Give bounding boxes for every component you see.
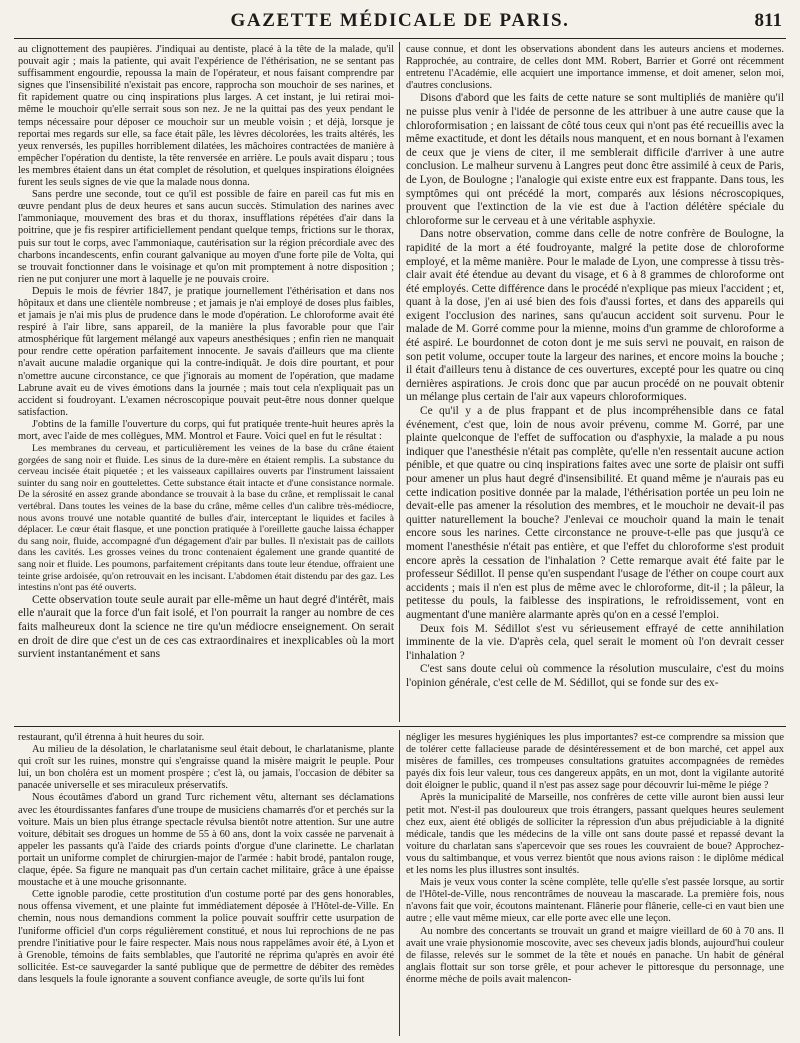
column-separator-lower <box>399 730 400 1036</box>
paragraph: C'est sans doute celui où commence la résolution musculaire, c'est du moins l'opinion générale, c'est celle de M. Sédillot, qui se fonde sur des ex- <box>406 663 784 689</box>
paragraph: négliger les mesures hygiéniques les plus importantes? est-ce comprendre sa mission que de tolérer cette fallacieuse parade de désintéressement et de bon marché, cet appel aux misères de familles, ces trompeuses consultations gratuites accompagnées de remèdes payés dix fois leur valeur, tous ces dangereux appâts, en un mot, dont la vigilante autorité doit éloigner le public, quand il n'est pas assez sage pour découvrir lui-même le piége ? <box>406 732 784 792</box>
article-column-right-upper <box>406 44 784 724</box>
paragraph: Depuis le mois de février 1847, je pratique journellement l'éthérisation et dans nos hôpitaux et dans une clientèle nombreuse ; et jamais je n'ai employé de doses plus faibles, et jamais je n'ai mis plus de prudence dans le mode d'opération. Le chloroforme avait été respiré à l'air libre, sans appareil, de la manière la plus favorable pour que l'air atmosphérique fût largement mélangé aux vapeurs anesthésiques ; enfin rien ne manquait pour rendre cette opération parfaitement innocente. Je savais d'ailleurs que ma cliente n'avait aucune maladie organique qui la contre-indiquât. Je dois dire pourtant, et pour n'omettre aucune circonstance, ce que j'ignorais au moment de l'opération, que madame Labrune avait eu de vives émotions dans la journée ; mais tout cela n'expliquait pas un accident si foudroyant. L'examen nécroscopique pouvait peut-être nous donner quelque satisfaction. <box>18 285 394 418</box>
paragraph: J'obtins de la famille l'ouverture du corps, qui fut pratiquée trente-huit heures après la mort, avec l'aide de mes collègues, MM. Montrol et Faure. Voici quel en fut le résultat : <box>18 418 394 442</box>
article-column-left-upper <box>18 44 394 724</box>
paragraph: Disons d'abord que les faits de cette nature se sont multipliés de manière qu'il ne puisse plus venir à l'idée de personne de les attribuer à une autre cause que la chloroformisation ; en laissant de côté tous ceux qui n'ont pas été recueillis avec la même exactitude, et dont les détails nous manquent, et en nous bornant à l'examen de ceux que je viens de citer, il me semblerait difficile d'arriver à une autre conclusion. Le malheur survenu à Langres peut donc être assimilé à ceux de Paris, de Lyon, de Boulogne ; l'analogie qui existe entre eux est frappante. Dans tous, les symptômes qui ont précédé la mort, comparés aux lésions nécroscopiques, prouvent que l'extinction de la vie est due à l'action délétère spéciale du chloroforme sur le cerveau et à une véritable asphyxie. <box>406 92 784 227</box>
paragraph: cause connue, et dont les observations abondent dans les auteurs anciens et modernes. Rapprochée, au contraire, de celles dont MM. Robert, Barrier et Gorré ont récemment entretenu l'Académie, elle acquiert une importance immense, et doit amener, selon moi, d'autres conclusions. <box>406 44 784 92</box>
paragraph: Nous écoutâmes d'abord un grand Turc richement vêtu, alternant ses déclamations avec les étourdissantes fanfares d'une troupe de musiciens chamarrés d'or et perchés sur la voiture. Mais un bien plus étrange spectacle révulsa bientôt notre attention. Sur une autre voiture, débitait ses drogues un homme de 55 à 60 ans, dont la voix cassée ne parvenait à appeler les passants qu'à l'aide des criards points d'orgue d'une clarinette. Le charlatan portait un uniforme complet de chirurgien-major de l'armée : habit brodé, pantalon rouge, claque, épée. Sa figure ne manquait pas d'un certain cachet militaire, grâce à une épaisse moustache et à une mouche grisonnante. <box>18 792 394 889</box>
paragraph: Cette ignoble parodie, cette prostitution d'un costume porté par des gens honorables, nous offensa vivement, et une plainte fut immédiatement déposée à l'Hôtel-de-Ville. En chemin, nous nous demandions comment la police pouvait souffrir cette usurpation de l'uniforme officiel d'un corps régulièrement constitué, et nous lui reprochions de ne pas prendre l'initiative pour le faire respecter. Mais nous nous rappelâmes avoir été, à Lyon et à Grenoble, témoins de faits semblables, que l'autorité ne réprima qu'après en avoir été sollicitée. Est-ce sauvegarder la santé publique que de permettre de débiter des remèdes dans lesquels la foule ignorante a souvent confiance aveugle, de sorte qu'ils lui font <box>18 889 394 985</box>
paragraph: au clignottement des paupières. J'indiquai au dentiste, placé à la tête de la malade, qu'il pouvait agir ; mais la patiente, qui avait l'expérience de l'éthérisation, ne se sentant pas suffisamment engourdie, repoussa la main de l'opérateur, et nous faisant comprendre par signes que l'insensibilité n'existait pas encore, rapprocha son mouchoir de ses narines, et fit rapidement quatre ou cinq inspirations plus larges. A cet instant, je lui retirai moi-même le mouchoir qu'elle serrait sous son nez. Je ne la quittai pas des yeux pendant le temps nécessaire pour déposer ce mouchoir sur un meuble voisin ; et déjà, lorsque je reportai mes regards sur elle, sa face était pâle, les lèvres décolorées, les traits altérés, les yeux renversés, les pupilles horriblement dilatées, les mâchoires contractées de manière à empêcher l'opération du dentiste, la tête renversée en arrière. Le pouls avait disparu ; tous les membres étaient dans un état complet de résolution, et quelques inspirations éloignées furent les seuls signes de vie que la malade nous donna. <box>18 44 394 189</box>
feuilleton-column-right <box>406 732 784 1037</box>
paragraph: Dans notre observation, comme dans celle de notre confrère de Boulogne, la rapidité de la mort a été foudroyante, malgré la petite dose de chloroforme employé, et la même manière. Pour le malade de Lyon, une compresse à tissu très-clair avait été étendue au devant du visage, et 6 à 8 grammes de chloroforme ont été employés. Cette différence dans le procédé n'explique pas mieux l'accident ; et, quant à la dose, j'en ai usé bien des fois d'aussi fortes, et dans des appareils qui exigent l'occlusion des narines, sans qu'aucun accident soit survenu. Pour le malade de M. Gorré comme pour la mienne, moins d'un gramme de chloroforme a été aspiré. Le bourdonnet de coton dont je me suis servi ne pouvait, en raison de son petit volume, occuper toute la largeur des narines, et encore moins la bouche ; il était d'ailleurs tenu à distance de ces ouvertures, excepté pour les quatre ou cinq dernières aspirations. Je crois donc que par aucun procédé on ne pouvait obtenir un mélange plus certain de l'air aux vapeurs chloroformiques. <box>406 228 784 404</box>
autopsy-quote: Les membranes du cerveau, et particulièrement les veines de la base du crâne étaient gorgées de sang noir et fluide. Les sinus de la dure-mère en étaient remplis. La substance du cerveau incisée était piquetée ; et les vaisseaux capillaires ouverts par l'instrument laissaient suinter du sang noir en gouttelettes. Cette substance était intacte et d'une consistance normale. De la sérosité en assez grande abondance se trouvait à la base du crâne, et remplissait le canal vertébral. Dans toutes les veines de la base du crâne, même celles d'un calibre très-médiocre, nous avons trouvé une notable quantité de bulles d'air, interceptant le liquides et faciles à déplacer. Le cœur était flasque, et une ponction pratiquée à l'oreillette gauche laissa échapper du sang noir, fluide, accompagné d'un dégagement d'air par bulles. Il n'existait pas de caillots dans les cavités. Les grosses veines du tronc contenaient également une grande quantité de sang noir et fluide. Les poumons, parfaitement crépitants dans toute leur étendue, offraient une teinte grise ardoisée, qu'on retrouvait en les incisant. L'abdomen était distendu par des gaz. Les intestins n'ont pas été ouverts. <box>18 443 394 594</box>
column-separator-upper <box>399 42 400 722</box>
paragraph: Deux fois M. Sédillot s'est vu sérieusement effrayé de cette annihilation imminente de la vie. D'après cela, quel serait le moment où l'on devrait cesser l'inhalation ? <box>406 622 784 662</box>
feuilleton-column-left <box>18 732 394 1037</box>
paragraph: Après la municipalité de Marseille, nos confrères de cette ville auront bien aussi leur petit mot. N'est-il pas douloureux que trois étrangers, passant quelques heures seulement chez eux, aient été obligés de solliciter la répression d'un abus préjudiciable à la dignité médicale, tandis que les médecins de la ville ont sans doute passé et repassé devant la voiture du charlatan sans s'apercevoir que ses roues les couvraient de boue? Approchez-vous du saltimbanque, et vous verrez bientôt que nous avions raison : le diplôme médical et les noms les plus illustres sont insultés. <box>406 792 784 877</box>
paragraph: Cette observation toute seule aurait par elle-même un haut degré d'intérêt, mais elle n'aurait que la force d'un fait isolé, et l'on pourrait la ranger au nombre de ces faits malheureux dont la science ne tire qu'un médiocre enseignement. On serait en droit de dire que c'est un de ces cas extraordinaires et inexplicables où la mort survient instantanément et sans <box>18 593 394 661</box>
paragraph: Mais je veux vous conter la scène complète, telle qu'elle s'est passée lorsque, au sortir de l'Hôtel-de-Ville, nous rencontrâmes de nouveau la mascarade. La première fois, nous n'avons fait que voir, écoutons maintenant. Flânerie pour flânerie, celle-ci en vaut bien une autre ; elle vaut même mieux, car elle porte avec elle une leçon. <box>406 877 784 925</box>
masthead <box>0 8 800 34</box>
page-number: 811 <box>754 10 782 31</box>
paragraph: Au milieu de la désolation, le charlatanisme seul était debout, le charlatanisme, plante qui croît sur les ruines, monstre qui s'engraisse quand la misère maigrit le peuple. Pour lui, un bon choléra est un moment prospère ; c'est là, ou jamais, l'occasion de débiter sa panacée universelle et ses miraculeux préservatifs. <box>18 744 394 792</box>
paragraph: Ce qu'il y a de plus frappant et de plus incompréhensible dans ce fatal événement, c'est que, loin de nous avoir prévenu, comme M. Gorré, par une plainte quelconque de l'effet de suffocation ou d'asphyxie, la malade a pu nous indiquer que l'anesthésie n'était pas complète, qu'elle n'en ressentait aucune action pénible, et que quatre ou cinq inspirations faites avec une sorte de plaisir ont suffi pour amener un plus haut degré d'insensibilité. Et quand même je n'aurais pas eu cette indication positive donnée par la malade, l'éthérisation portée un peu loin ne devait-elle pas amener la résolution des membres, et le mouchoir ne devait-il pas quitter naturellement la bouche? J'enlevai ce mouchoir quand la main le tenait encore sous les narines. Cette circonstance ne prouve-t-elle pas que jusqu'à ce moment l'anesthésie n'était pas entière, et que l'effet du chloroforme s'est produit encore après la cessation de l'inhalation ? Cette remarque avait été faite par le professeur Sédillot. Il pense qu'en suspendant l'usage de l'éther on coupe court aux accidents ; mais il n'en est plus de même avec le chloroforme, dit-il ; la pâleur, la petitesse du pouls, la faiblesse des inspirations, le refroidissement, vont en augmentant d'une manière alarmante après qu'on en a cessé l'emploi. <box>406 405 784 621</box>
journal-title: GAZETTE MÉDICALE DE PARIS. <box>230 10 570 31</box>
paragraph: Sans perdre une seconde, tout ce qu'il est possible de faire en pareil cas fut mis en œuvre pendant plus de deux heures et sans aucun succès. Stimulation des narines avec l'ammoniaque, mouvement des bras et du thorax, insufflations répétées d'air dans la poitrine, que je fis respirer artificiellement pendant quelque temps, frictions sur le thorax, puis sur tout le corps, avec l'ammoniaque, cautérisation sur la région précordiale avec des charbons incandescents, enfin courant galvanique au moyen d'une forte pile de Volta, qui se trouvait fonctionner dans le voisinage et qu'on mit promptement à notre disposition ; rien ne put conjurer une mort à laquelle je ne pouvais croire. <box>18 189 394 285</box>
section-rule <box>14 726 786 727</box>
paragraph: restaurant, qu'il étrenna à huit heures du soir. <box>18 732 205 743</box>
header-rule <box>14 38 786 39</box>
paragraph: Au nombre des concertants se trouvait un grand et maigre vieillard de 60 à 70 ans. Il avait une vraie physionomie moscovite, avec ses cheveux jadis blonds, aujourd'hui couleur de filasse, relevés sur le sommet de la tête et noués en panache. Un habit de général anglais flottait sur son torse grêle, et pour achever le pittoresque du personnage, une énorme mèche de poils avait malencon- <box>406 925 784 985</box>
